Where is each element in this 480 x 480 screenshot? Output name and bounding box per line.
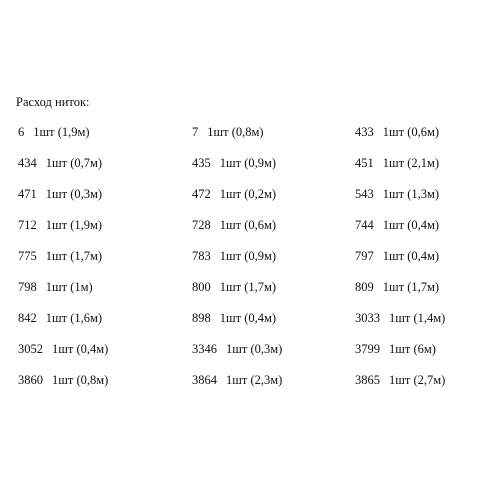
- thread-entry: [355, 122, 439, 142]
- thread-quantity: 1шт (1,7м): [219, 280, 277, 294]
- thread-color-code: 842: [18, 311, 37, 325]
- thread-entry: [192, 370, 282, 390]
- thread-entry: [18, 339, 108, 359]
- thread-quantity: 1шт (1,9м): [33, 125, 90, 139]
- thread-quantity: 1шт (0,7м): [45, 156, 103, 170]
- thread-quantity: 1шт (1м): [45, 280, 93, 294]
- thread-quantity: 1шт (0,9м): [219, 249, 277, 263]
- thread-quantity: 1шт (0,3м): [45, 187, 103, 201]
- thread-entry: [18, 184, 102, 204]
- thread-color-code: 471: [18, 187, 37, 201]
- thread-quantity: 1шт (1,6м): [45, 311, 103, 325]
- thread-row: [0, 246, 480, 277]
- thread-entry: [18, 308, 102, 328]
- thread-color-code: 3346: [192, 342, 217, 356]
- thread-color-code: 800: [192, 280, 211, 294]
- thread-color-code: 798: [18, 280, 37, 294]
- thread-entry: [18, 246, 102, 266]
- thread-entry: [18, 370, 108, 390]
- thread-color-code: 797: [355, 249, 374, 263]
- thread-entry: [355, 277, 439, 297]
- thread-color-code: 7: [192, 125, 199, 139]
- thread-quantity: 1шт (2,1м): [382, 156, 440, 170]
- thread-color-code: 809: [355, 280, 374, 294]
- thread-color-code: 472: [192, 187, 211, 201]
- thread-entry: [355, 370, 445, 390]
- thread-row: [0, 122, 480, 153]
- thread-entry: [18, 215, 102, 235]
- thread-quantity: 1шт (1,4м): [389, 311, 446, 325]
- thread-quantity: 1шт (0,3м): [226, 342, 283, 356]
- thread-color-code: 433: [355, 125, 374, 139]
- thread-entry: [192, 277, 276, 297]
- thread-row: [0, 308, 480, 339]
- thread-color-code: 3864: [192, 373, 217, 387]
- thread-list: [0, 122, 480, 401]
- thread-quantity: 1шт (0,4м): [52, 342, 109, 356]
- thread-entry: [355, 246, 439, 266]
- thread-quantity: 1шт (1,9м): [45, 218, 103, 232]
- thread-quantity: 1шт (0,8м): [207, 125, 264, 139]
- thread-entry: [18, 122, 90, 142]
- thread-quantity: 1шт (2,7м): [389, 373, 446, 387]
- thread-color-code: 3799: [355, 342, 380, 356]
- thread-color-code: 775: [18, 249, 37, 263]
- thread-row: [0, 339, 480, 370]
- thread-color-code: 744: [355, 218, 374, 232]
- thread-entry: [355, 184, 439, 204]
- thread-color-code: 728: [192, 218, 211, 232]
- thread-quantity: 1шт (0,8м): [52, 373, 109, 387]
- thread-color-code: 435: [192, 156, 211, 170]
- thread-color-code: 3860: [18, 373, 43, 387]
- thread-color-code: 434: [18, 156, 37, 170]
- thread-color-code: 783: [192, 249, 211, 263]
- thread-row: [0, 153, 480, 184]
- thread-row: [0, 370, 480, 401]
- thread-entry: [192, 122, 264, 142]
- thread-color-code: 3052: [18, 342, 43, 356]
- thread-quantity: 1шт (0,4м): [382, 249, 440, 263]
- thread-entry: [355, 308, 445, 328]
- thread-color-code: 3033: [355, 311, 380, 325]
- thread-entry: [192, 308, 276, 328]
- thread-quantity: 1шт (0,2м): [219, 187, 277, 201]
- thread-quantity: 1шт (0,4м): [219, 311, 277, 325]
- thread-row: [0, 215, 480, 246]
- thread-entry: [355, 215, 439, 235]
- thread-entry: [18, 153, 102, 173]
- thread-color-code: 898: [192, 311, 211, 325]
- thread-color-code: 451: [355, 156, 374, 170]
- thread-quantity: 1шт (2,3м): [226, 373, 283, 387]
- thread-color-code: 543: [355, 187, 374, 201]
- thread-entry: [192, 215, 276, 235]
- thread-quantity: 1шт (1,7м): [45, 249, 103, 263]
- thread-entry: [355, 153, 439, 173]
- thread-color-code: 3865: [355, 373, 380, 387]
- thread-quantity: 1шт (0,9м): [219, 156, 277, 170]
- thread-row: [0, 184, 480, 215]
- thread-color-code: 712: [18, 218, 37, 232]
- thread-quantity: 1шт (0,6м): [382, 125, 440, 139]
- thread-row: [0, 277, 480, 308]
- thread-quantity: 1шт (6м): [389, 342, 436, 356]
- thread-entry: [355, 339, 436, 359]
- thread-quantity: 1шт (1,3м): [382, 187, 440, 201]
- thread-entry: [18, 277, 93, 297]
- thread-entry: [192, 246, 276, 266]
- thread-quantity: 1шт (1,7м): [382, 280, 440, 294]
- thread-entry: [192, 339, 282, 359]
- thread-quantity: 1шт (0,4м): [382, 218, 440, 232]
- thread-entry: [192, 153, 276, 173]
- page-title: Расход ниток:: [16, 95, 90, 109]
- thread-color-code: 6: [18, 125, 25, 139]
- thread-entry: [192, 184, 276, 204]
- thread-quantity: 1шт (0,6м): [219, 218, 277, 232]
